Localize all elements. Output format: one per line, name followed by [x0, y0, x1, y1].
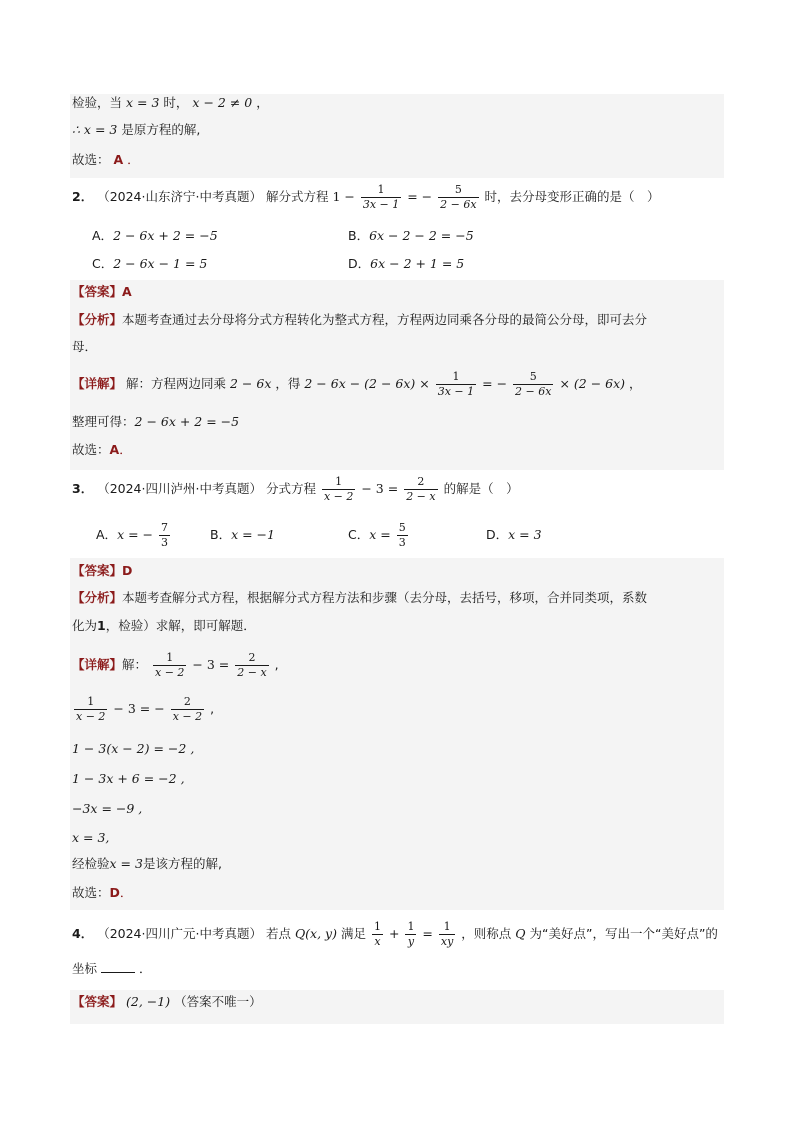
answer-line: 【答案】A: [72, 284, 132, 299]
question-2-stem: [72, 182, 660, 212]
option-b[interactable]: B．x = −1: [210, 527, 275, 542]
detail-line: 【详解】 解：方程两边同乘 2 − 6x ，得 2 − 6x − (2 − 6x) × $\frac{1}{3x - 1}$ = − $\frac{5}{2 - 6x}$ × (2 − 6x) ，: [72, 370, 642, 398]
option-c[interactable]: C．x = $\frac{5}{3}$: [348, 521, 406, 549]
question-source: （2024·四川广元·中考真题）: [97, 926, 262, 941]
question-number: 4．: [72, 926, 94, 941]
step-line: $\frac{1}{x - 2}$ − 3 = − $\frac{2}{x - 2}$ ,: [76, 695, 215, 723]
option-d[interactable]: D．x = 3: [486, 527, 542, 542]
choose-line: [72, 149, 140, 171]
check-line: 经检验x = 3是该方程的解,: [72, 856, 222, 871]
text: 时，: [163, 95, 189, 110]
option-b[interactable]: B．6x − 2 − 2 = −5: [348, 228, 474, 243]
answer-line: 【答案】 (2, −1) （答案不唯一）: [72, 994, 262, 1009]
option-d[interactable]: D．6x − 2 + 1 = 5: [348, 256, 465, 271]
question-4-line2: 坐标 ．: [72, 958, 152, 980]
conclusion-line: [72, 119, 200, 141]
question-source: （2024·山东济宁·中考真题）: [97, 189, 262, 204]
step-line: 1 − 3x + 6 = −2 ,: [72, 771, 185, 786]
text: 故选：: [72, 152, 110, 167]
analysis-line-cont: 母．: [72, 339, 98, 354]
answer-line: 【答案】D: [72, 563, 133, 578]
question-number: 3．: [72, 481, 94, 496]
math-expr: 1 −: [332, 189, 355, 204]
question-source: （2024·四川泸州·中考真题）: [97, 481, 262, 496]
step-line: x = 3,: [72, 830, 110, 845]
question-4-stem: 4． （2024·四川广元·中考真题） 若点 Q(x, y) 满足 $\frac{1}{x}$ + $\frac{1}{y}$ = $\frac{1}{xy}$ ，则称点 Q 为“美好点”，写出一个“美好点”的: [72, 920, 718, 948]
fraction: $\frac{1}{3x - 1}$: [362, 183, 400, 211]
math-expr: x = 3: [126, 95, 160, 110]
math-expr: ∴ x = 3: [72, 122, 118, 137]
check-line: [72, 92, 269, 114]
fraction: $\frac{1}{3x - 1}$: [437, 370, 475, 398]
option-a[interactable]: A．2 − 6x + 2 = −5: [92, 228, 218, 243]
tidy-line: 整理可得：2 − 6x + 2 = −5: [72, 414, 240, 429]
fraction: $\frac{1}{x - 2}$: [323, 475, 354, 503]
fraction: $\frac{2}{2 - x}$: [406, 475, 436, 503]
analysis-line: 【分析】本题考查解分式方程，根据解分式方程方法和步骤（去分母，去括号，移项，合并同类项，系数: [72, 590, 648, 605]
analysis-line: 【分析】本题考查通过去分母将分式方程转化为整式方程，方程两边同乘各分母的最简公分母，即可去分: [72, 312, 648, 327]
math-expr: x − 2 ≠ 0: [192, 95, 253, 110]
text: ．: [127, 152, 140, 167]
detail-line: 【详解】解： $\frac{1}{x - 2}$ − 3 = $\frac{2}{2 - x}$ ,: [72, 651, 279, 679]
text: 时，去分母变形正确的是（ ）: [484, 189, 660, 204]
question-number: 2．: [72, 189, 94, 204]
answer-blank[interactable]: [101, 958, 135, 973]
math-expr: = −: [407, 189, 433, 204]
text: ，: [256, 95, 269, 110]
step-line: −3x = −9 ,: [72, 801, 143, 816]
text: 是原方程的解,: [121, 122, 201, 137]
answer-letter: A: [113, 152, 124, 167]
fraction: $\frac{5}{2 - 6x}$: [440, 183, 477, 211]
choose-line: 故选：A．: [72, 442, 132, 457]
question-3-stem: 3． （2024·四川泸州·中考真题） 分式方程 $\frac{1}{x - 2}$ − 3 = $\frac{2}{2 - x}$ 的解是（ ）: [72, 475, 519, 503]
fraction: $\frac{5}{2 - 6x}$: [515, 370, 552, 398]
analysis-line-cont: 化为1，检验）求解，即可解题．: [72, 618, 256, 633]
text: 检验，当: [72, 95, 123, 110]
option-c[interactable]: C．2 − 6x − 1 = 5: [92, 256, 208, 271]
choose-line: 故选：D．: [72, 885, 133, 900]
step-line: 1 − 3(x − 2) = −2 ,: [72, 741, 195, 756]
option-a[interactable]: A．x = − $\frac{7}{3}$: [96, 521, 168, 549]
text: 解分式方程: [265, 189, 329, 204]
